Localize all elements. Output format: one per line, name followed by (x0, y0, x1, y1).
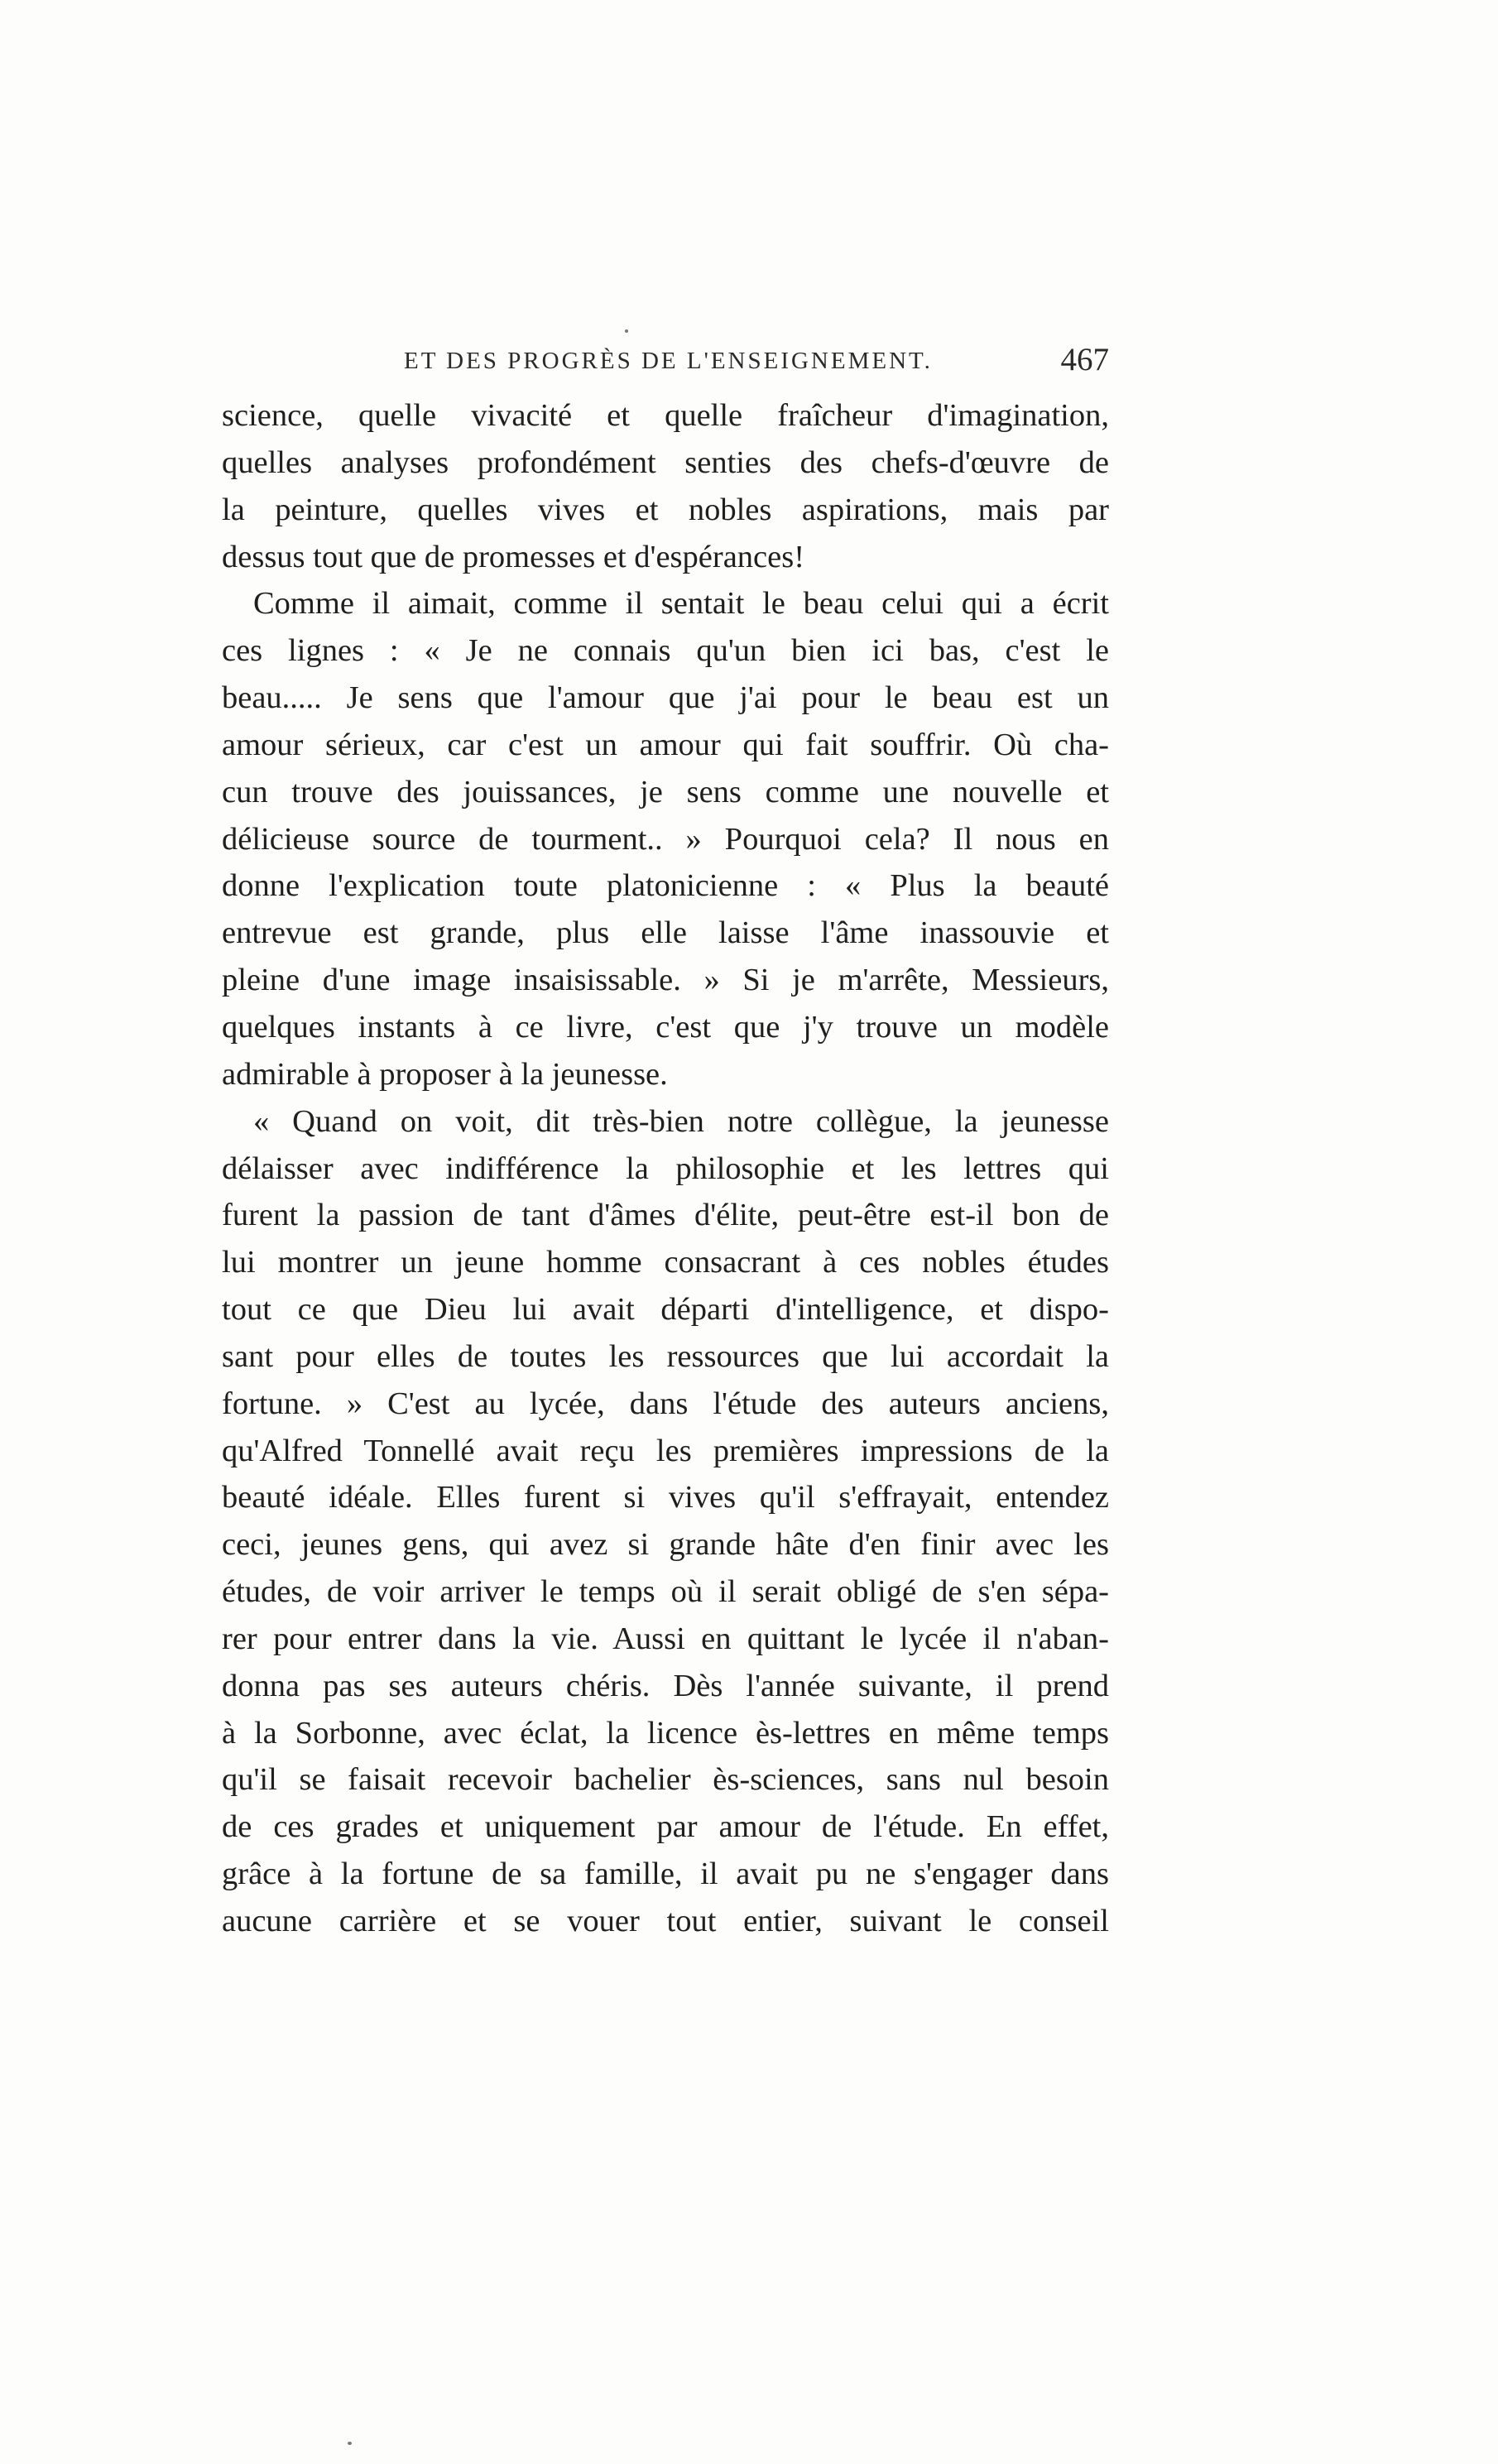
text-line: études, de voir arriver le temps où il serait obligé de s'en sépa- (222, 1574, 1109, 1610)
page-number: 467 (1060, 342, 1109, 377)
text-line: fortune. » C'est au lycée, dans l'étude des auteurs anciens, (222, 1386, 1109, 1421)
print-speck (348, 2442, 352, 2445)
text-line: donna pas ses auteurs chéris. Dès l'année suivante, il prend (222, 1668, 1109, 1703)
page-header (222, 341, 1109, 382)
text-line: quelques instants à ce livre, c'est que j'y trouve un modèle (222, 1009, 1109, 1045)
body-text (222, 392, 1109, 1945)
text-line: beau..... Je sens que l'amour que j'ai pour le beau est un (222, 680, 1109, 716)
text-line: qu'Alfred Tonnellé avait reçu les premières impressions de la (222, 1433, 1109, 1468)
text-line: admirable à proposer à la jeunesse. (222, 1056, 668, 1092)
text-line: donne l'explication toute platonicienne : « Plus la beauté (222, 868, 1109, 904)
text-line: délaisser avec indifférence la philosophie et les lettres qui (222, 1150, 1109, 1186)
text-line: « Quand on voit, dit très-bien notre collègue, la jeunesse (253, 1103, 1109, 1139)
text-line: sant pour elles de toutes les ressources que lui accordait la (222, 1338, 1109, 1374)
text-line: lui montrer un jeune homme consacrant à ces nobles études (222, 1245, 1109, 1280)
text-line: tout ce que Dieu lui avait départi d'intelligence, et dispo- (222, 1292, 1109, 1328)
text-line: Comme il aimait, comme il sentait le beau celui qui a écrit (253, 586, 1109, 622)
running-head: ET DES PROGRÈS DE L'ENSEIGNEMENT. (404, 348, 933, 374)
text-line: dessus tout que de promesses et d'espérances! (222, 539, 805, 574)
text-line: qu'il se faisait recevoir bachelier ès-sciences, sans nul besoin (222, 1762, 1109, 1798)
text-line: aucune carrière et se vouer tout entier, suivant le conseil (222, 1904, 1109, 1938)
text-line: la peinture, quelles vives et nobles aspirations, mais par (222, 492, 1109, 527)
text-line: furent la passion de tant d'âmes d'élite, peut-être est-il bon de (222, 1198, 1109, 1233)
text-line: de ces grades et uniquement par amour de l'étude. En effet, (222, 1809, 1109, 1845)
text-line: délicieuse source de tourment.. » Pourquoi cela? Il nous en (222, 821, 1109, 857)
text-line: amour sérieux, car c'est un amour qui fait souffrir. Où cha- (222, 727, 1109, 762)
text-line: entrevue est grande, plus elle laisse l'âme inassouvie et (222, 915, 1109, 951)
print-speck (625, 329, 628, 333)
text-line: rer pour entrer dans la vie. Aussi en quittant le lycée il n'aban- (222, 1621, 1109, 1656)
text-line: à la Sorbonne, avec éclat, la licence ès-lettres en même temps (222, 1715, 1109, 1751)
text-line: ceci, jeunes gens, qui avez si grande hâte d'en finir avec les (222, 1527, 1109, 1563)
text-line: grâce à la fortune de sa famille, il avait pu ne s'engager dans (222, 1856, 1109, 1892)
text-line: quelles analyses profondément senties des chefs-d'œuvre de (222, 444, 1109, 480)
text-line: cun trouve des jouissances, je sens comme une nouvelle et (222, 774, 1109, 809)
text-line: pleine d'une image insaisissable. » Si je m'arrête, Messieurs, (222, 963, 1109, 998)
text-line: ces lignes : « Je ne connais qu'un bien ici bas, c'est le (222, 633, 1109, 669)
text-line: beauté idéale. Elles furent si vives qu'il s'effrayait, entendez (222, 1480, 1109, 1515)
text-line: science, quelle vivacité et quelle fraîcheur d'imagination, (222, 398, 1109, 433)
